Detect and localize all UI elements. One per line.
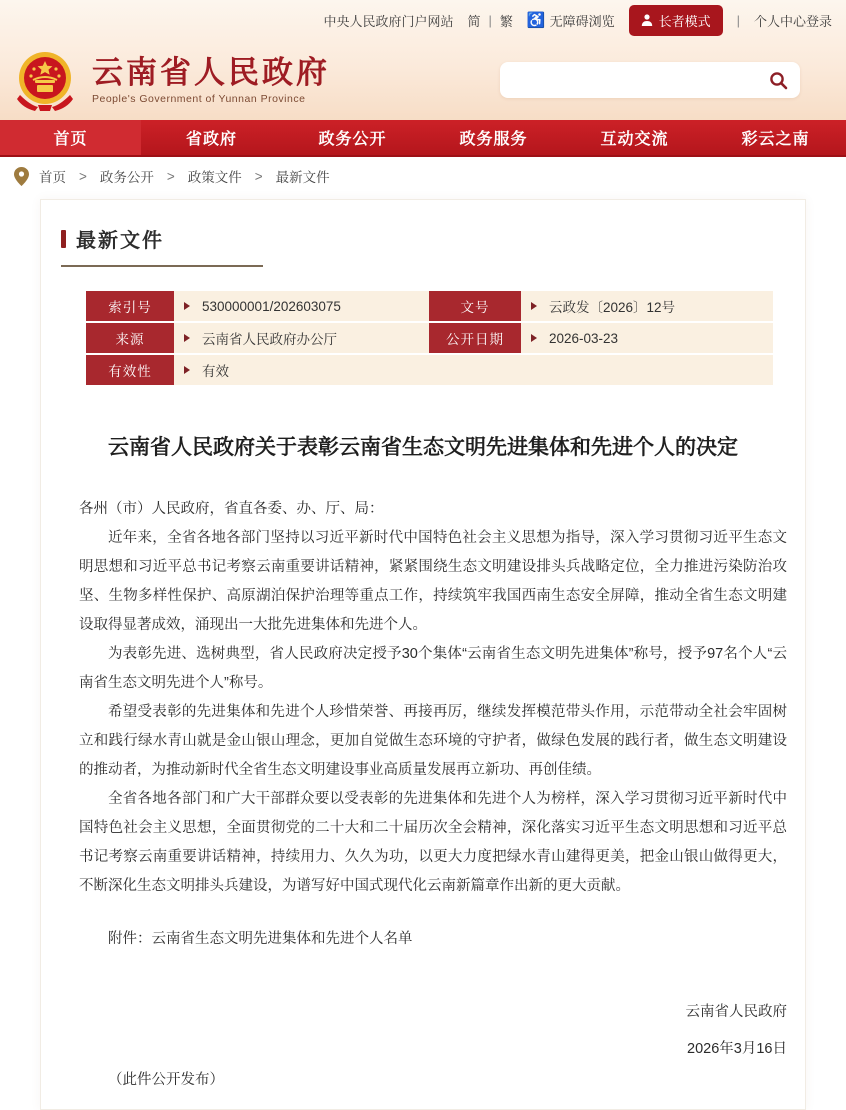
section-title: 最新文件 [76, 230, 164, 252]
lang-traditional-link[interactable]: 繁 [499, 13, 513, 29]
divider: | [736, 12, 740, 28]
meta-pubdate-value: 2026-03-23 [521, 323, 773, 353]
public-release-note: （此件公开发布） [108, 1072, 224, 1088]
divider: | [488, 12, 492, 28]
national-emblem-icon [12, 47, 78, 113]
masthead [0, 40, 846, 120]
document-salutation: 各州（市）人民政府，省直各委、办、厅、局： [79, 501, 384, 517]
meta-validity-value: 有效 [174, 355, 773, 385]
nav-item-colorful-yunnan[interactable]: 彩云之南 [741, 131, 810, 148]
breadcrumb-separator: > [166, 168, 175, 184]
search-icon [769, 71, 788, 90]
elder-mode-label: 长者模式 [658, 13, 711, 29]
breadcrumb-separator: > [254, 168, 263, 184]
nav-item-interaction[interactable]: 互动交流 [600, 131, 669, 148]
nav-item-provincial-government[interactable]: 省政府 [185, 131, 237, 148]
signature-block [41, 1000, 787, 1058]
utility-bar [0, 0, 846, 40]
breadcrumb-policy-documents[interactable]: 政策文件 [187, 170, 242, 185]
document-paragraph: 全省各地各部门和广大干部群众要以受表彰的先进集体和先进个人为榜样，深入学习贯彻习近平新时代中国特色社会主义思想，全面贯彻党的二十大和二十届历次全会精神，深化落实习近平生态文明思想和习近平总书记考察云南重要讲话精神，持续用力、久久为功，以更大力度把绿水青山建得更美，把金山银山做得更大，不断深化生态文明排头兵建设，为谱写好中国式现代化云南新篇章作出新的更大贡献。 [79, 791, 787, 894]
accessibility-link[interactable] [527, 11, 615, 30]
nav-item-home[interactable]: 首页 [0, 120, 141, 155]
breadcrumb-current: 最新文件 [275, 170, 330, 185]
main-navigation [0, 120, 846, 157]
elder-mode-button[interactable] [629, 5, 723, 36]
meta-pubdate-label: 公开日期 [429, 323, 521, 353]
document-title: 云南省人民政府关于表彰云南省生态文明先进集体和先进个人的决定 [108, 436, 738, 459]
meta-validity-label: 有效性 [86, 355, 174, 385]
signature-date: 2026年3月16日 [687, 1041, 787, 1057]
nav-item-government-affairs[interactable]: 政务公开 [318, 131, 387, 148]
section-accent-bar [61, 230, 66, 248]
section-header [61, 224, 263, 267]
breadcrumb [0, 157, 846, 195]
central-gov-portal-link[interactable]: 中央人民政府门户网站 [323, 13, 454, 29]
document-card [40, 199, 806, 1110]
lang-simplified-link[interactable]: 简 [467, 13, 481, 29]
breadcrumb-separator: > [79, 168, 87, 184]
document-paragraph: 近年来，全省各地各部门坚持以习近平新时代中国特色社会主义思想为指导，深入学习贯彻习近平生态文明思想和习近平总书记考察云南重要讲话精神，紧紧围绕生态文明建设排头兵战略定位，全力推进污染防治攻坚、生物多样性保护、高原湖泊保护治理等重点工作，持续筑牢我国西南生态安全屏障，推动全省生态文明建设取得显著成效，涌现出一大批先进集体和先进个人。 [79, 530, 787, 633]
site-title-block [92, 55, 330, 105]
breadcrumb-gov-affairs[interactable]: 政务公开 [99, 170, 154, 185]
wheelchair-icon: ♿ [526, 12, 546, 29]
meta-docnum-value: 云政发〔2026〕12号 [521, 291, 773, 321]
person-icon [641, 14, 653, 27]
site-logo[interactable] [12, 47, 330, 113]
meta-docnum-label: 文号 [429, 291, 521, 321]
accessibility-label: 无障碍浏览 [549, 13, 615, 29]
location-pin-icon [14, 167, 29, 186]
search-button[interactable] [762, 65, 794, 95]
site-title: 云南省人民政府 [92, 55, 330, 91]
search-input[interactable] [500, 62, 800, 98]
search-box [500, 62, 800, 98]
document-body [79, 495, 787, 901]
meta-source-label: 来源 [86, 323, 174, 353]
meta-source-value: 云南省人民政府办公厅 [174, 323, 429, 353]
document-paragraph: 为表彰先进、选树典型，省人民政府决定授予30个集体“云南省生态文明先进集体”称号，授予97名个人“云南省生态文明先进个人”称号。 [79, 646, 787, 691]
signer-name: 云南省人民政府 [685, 1004, 787, 1020]
document-meta-table [86, 291, 773, 385]
nav-item-government-services[interactable]: 政务服务 [459, 131, 528, 148]
login-link[interactable]: 个人中心登录 [753, 13, 832, 29]
site-header [0, 0, 846, 120]
document-paragraph: 希望受表彰的先进集体和先进个人珍惜荣誉、再接再厉，继续发挥模范带头作用，示范带动全社会牢固树立和践行绿水青山就是金山银山理念，更加自觉做生态环境的守护者，做绿色发展的践行者，做生态文明建设的推动者，为推动新时代全省生态文明建设事业高质量发展再立新功、再创佳绩。 [79, 704, 787, 778]
meta-index-label: 索引号 [86, 291, 174, 321]
attachment-line: 附件：云南省生态文明先进集体和先进个人名单 [108, 931, 413, 947]
meta-index-value: 530000001/202603075 [174, 291, 429, 321]
language-switcher [467, 11, 512, 30]
site-title-english: People's Government of Yunnan Province [92, 92, 306, 105]
breadcrumb-home[interactable]: 首页 [39, 170, 66, 185]
